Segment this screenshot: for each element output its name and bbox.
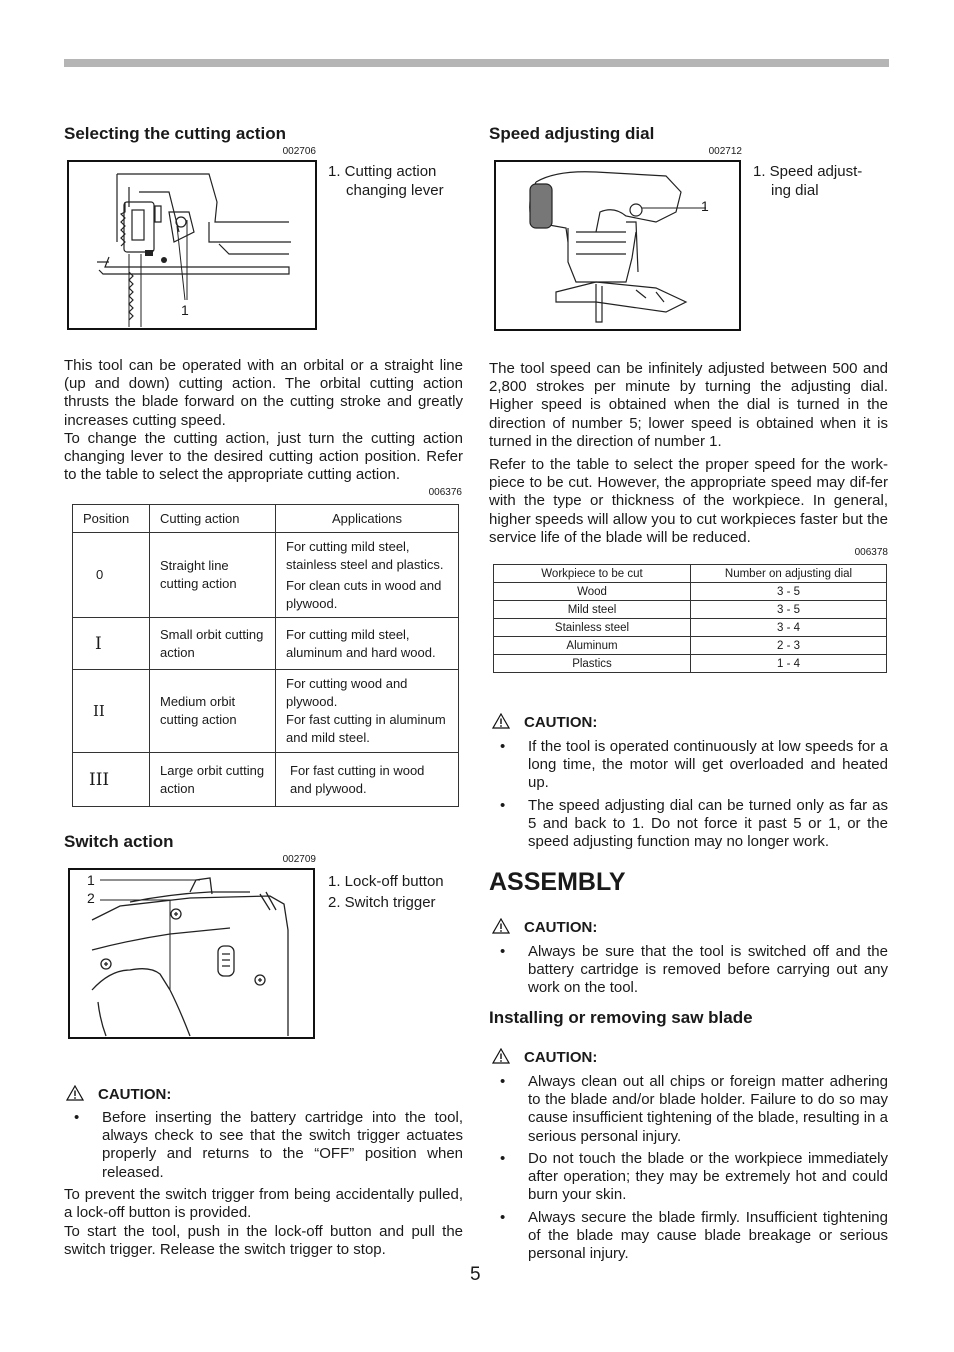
paragraph-switch-1: To prevent the switch trigger from being accidentally pulled, a lock-off button is provided. xyxy=(64,1186,463,1222)
callout-1: 1 xyxy=(181,302,189,318)
app-line: For cutting wood and plywood. xyxy=(286,676,408,709)
apps-value: For fast cutting in wood and plywood. xyxy=(276,753,459,807)
callout-1: 1 xyxy=(701,198,709,214)
workpiece-cell: Aluminum xyxy=(494,637,691,655)
section-title-blade: Installing or removing saw blade xyxy=(489,1008,753,1027)
bullet-text: The speed adjusting dial can be turned only as far as 5 and back to 1. Do not force it past 5 or 1, or the speed adjusting function may no longer work. xyxy=(528,797,888,851)
action-value: Small orbit cutting action xyxy=(150,618,276,670)
legend-item-1: 1. Lock-off button xyxy=(328,873,444,890)
figure-code: 002706 xyxy=(282,146,316,157)
jigsaw-shoe-illustration xyxy=(69,162,315,328)
dial-number-cell: 1 - 4 xyxy=(691,655,887,673)
workpiece-cell: Mild steel xyxy=(494,601,691,619)
jigsaw-handle-illustration xyxy=(70,870,313,1037)
table-code: 006378 xyxy=(854,547,888,558)
figure-legend xyxy=(328,162,444,200)
jigsaw-side-illustration xyxy=(496,162,739,329)
figure-legend xyxy=(753,162,862,200)
table-row xyxy=(73,533,459,618)
table-row xyxy=(73,670,459,753)
paragraph-cutting-1: This tool can be operated with an orbital or a straight line (up and down) cutting action. The orbital cutting action thrusts the blade forward on the cutting stroke and greatly increases cutting speed. xyxy=(64,357,463,429)
legend-item-1-cont: changing lever xyxy=(346,182,444,199)
position-value: 0 xyxy=(73,533,150,618)
table-row xyxy=(494,637,887,655)
figure-code: 002712 xyxy=(708,146,742,157)
table-header-position: Position xyxy=(73,505,150,533)
warning-icon xyxy=(492,918,510,934)
apps-value xyxy=(276,533,459,618)
caution-label: CAUTION: xyxy=(98,1086,172,1103)
table-row xyxy=(494,583,887,601)
bullet-dot: • xyxy=(500,943,506,960)
position-value: II xyxy=(73,670,150,753)
caution-bullet xyxy=(74,1109,463,1182)
table-header-number: Number on adjusting dial xyxy=(691,565,887,583)
app-line: For fast cutting in aluminum and mild steel. xyxy=(286,712,446,745)
caution-label: CAUTION: xyxy=(524,919,598,936)
legend-item-1: 1. Cutting action xyxy=(328,163,437,180)
apps-value: For cutting mild steel, aluminum and hard wood. xyxy=(276,618,459,670)
chapter-title-assembly: ASSEMBLY xyxy=(489,868,626,896)
section-title-speed: Speed adjusting dial xyxy=(489,124,655,143)
table-code: 006376 xyxy=(428,487,462,498)
bullet-text: Always be sure that the tool is switched off and the battery cartridge is removed before carrying out any work on the tool. xyxy=(528,943,888,997)
speed-table xyxy=(493,564,887,673)
warning-icon xyxy=(66,1085,84,1101)
caution-label: CAUTION: xyxy=(524,1049,598,1066)
app-line: For clean cuts in wood and plywood. xyxy=(286,577,442,611)
caution-heading xyxy=(492,918,597,936)
workpiece-cell: Wood xyxy=(494,583,691,601)
dial-number-cell: 3 - 5 xyxy=(691,601,887,619)
bullet-dot: • xyxy=(500,1073,506,1090)
bullet-text: Always secure the blade firmly. Insufficient tightening of the blade may cause blade breakage or serious personal injury. xyxy=(528,1209,888,1263)
table-header-apps: Applications xyxy=(276,505,459,533)
legend-item-1: 1. Speed adjust- xyxy=(753,163,863,180)
workpiece-cell: Stainless steel xyxy=(494,619,691,637)
caution-bullet xyxy=(500,797,888,852)
caution-bullet xyxy=(500,1150,888,1205)
bullet-dot: • xyxy=(74,1109,80,1126)
caution-heading xyxy=(492,1048,597,1066)
table-header-workpiece: Workpiece to be cut xyxy=(494,565,691,583)
caution-bullet xyxy=(500,943,888,998)
table-header-action: Cutting action xyxy=(150,505,276,533)
legend-item-1-cont: ing dial xyxy=(771,182,819,199)
paragraph-speed-2: Refer to the table to select the proper speed for the work-piece to be cut. However, the appropriate speed may dif-fer with the type or thickness of the workpiece. In general, higher speeds will allow you to cut workpieces faster but the service life of the blade will be reduced. xyxy=(489,456,888,546)
legend-item-2: 2. Switch trigger xyxy=(328,894,436,911)
section-title-switch: Switch action xyxy=(64,832,174,851)
speed-dial-figure xyxy=(494,160,741,331)
position-value: I xyxy=(73,618,150,670)
switch-figure xyxy=(68,868,315,1039)
bullet-text: Always clean out all chips or foreign matter adhering to the blade and/or blade holder. Failure to do so may cause insufficient tightening of the blade, resulting in a serious personal injury. xyxy=(528,1073,888,1145)
dial-number-cell: 3 - 5 xyxy=(691,583,887,601)
callout-1: 1 xyxy=(87,872,95,888)
caution-label: CAUTION: xyxy=(524,714,598,731)
table-row xyxy=(494,601,887,619)
callout-2: 2 xyxy=(87,890,95,906)
page-number: 5 xyxy=(470,1264,481,1285)
dial-number-cell: 3 - 4 xyxy=(691,619,887,637)
section-title-cutting: Selecting the cutting action xyxy=(64,124,286,143)
table-row xyxy=(73,618,459,670)
bullet-dot: • xyxy=(500,738,506,755)
warning-icon xyxy=(492,713,510,729)
caution-bullet xyxy=(500,1209,888,1264)
caution-bullet xyxy=(500,1073,888,1146)
cutting-action-table xyxy=(72,504,459,807)
bullet-text: Do not touch the blade or the workpiece immediately after operation; they may be extremely hot and could burn your skin. xyxy=(528,1150,888,1204)
bullet-dot: • xyxy=(500,797,506,814)
action-value: Large orbit cutting action xyxy=(150,753,276,807)
bullet-dot: • xyxy=(500,1209,506,1226)
warning-icon xyxy=(492,1048,510,1064)
dial-number-cell: 2 - 3 xyxy=(691,637,887,655)
bullet-text: Before inserting the battery cartridge into the tool, always check to see that the switch trigger actuates properly and returns to the “OFF” position when released. xyxy=(102,1109,463,1181)
table-row xyxy=(494,655,887,673)
action-value: Medium orbit cutting action xyxy=(150,670,276,753)
workpiece-cell: Plastics xyxy=(494,655,691,673)
table-row xyxy=(494,619,887,637)
header-rule xyxy=(64,59,889,67)
action-value: Straight line cutting action xyxy=(150,533,276,618)
bullet-dot: • xyxy=(500,1150,506,1167)
figure-legend xyxy=(328,872,444,912)
caution-bullet xyxy=(500,738,888,793)
paragraph-switch-2: To start the tool, push in the lock-off button and pull the switch trigger. Release the switch trigger to stop. xyxy=(64,1223,463,1259)
caution-heading xyxy=(492,713,597,731)
paragraph-cutting-2: To change the cutting action, just turn the cutting action changing lever to the desired cutting action position. Refer to the table to select the appropriate cutting action. xyxy=(64,430,463,484)
bullet-text: If the tool is operated continuously at low speeds for a long time, the motor will get overloaded and heated up. xyxy=(528,738,888,792)
caution-heading xyxy=(66,1085,171,1103)
cutting-lever-figure xyxy=(67,160,317,330)
app-line: For cutting mild steel, stainless steel and plastics. xyxy=(286,538,444,572)
paragraph-speed-1: The tool speed can be infinitely adjusted between 500 and 2,800 strokes per minute by turning the adjusting dial. Higher speed is obtained when the dial is turned in the direction of number 5; lower speed is obtained when it is turned in the direction of number 1. xyxy=(489,360,888,450)
apps-value xyxy=(276,670,459,753)
table-row xyxy=(73,753,459,807)
position-value: III xyxy=(73,753,150,807)
figure-code: 002709 xyxy=(282,854,316,865)
